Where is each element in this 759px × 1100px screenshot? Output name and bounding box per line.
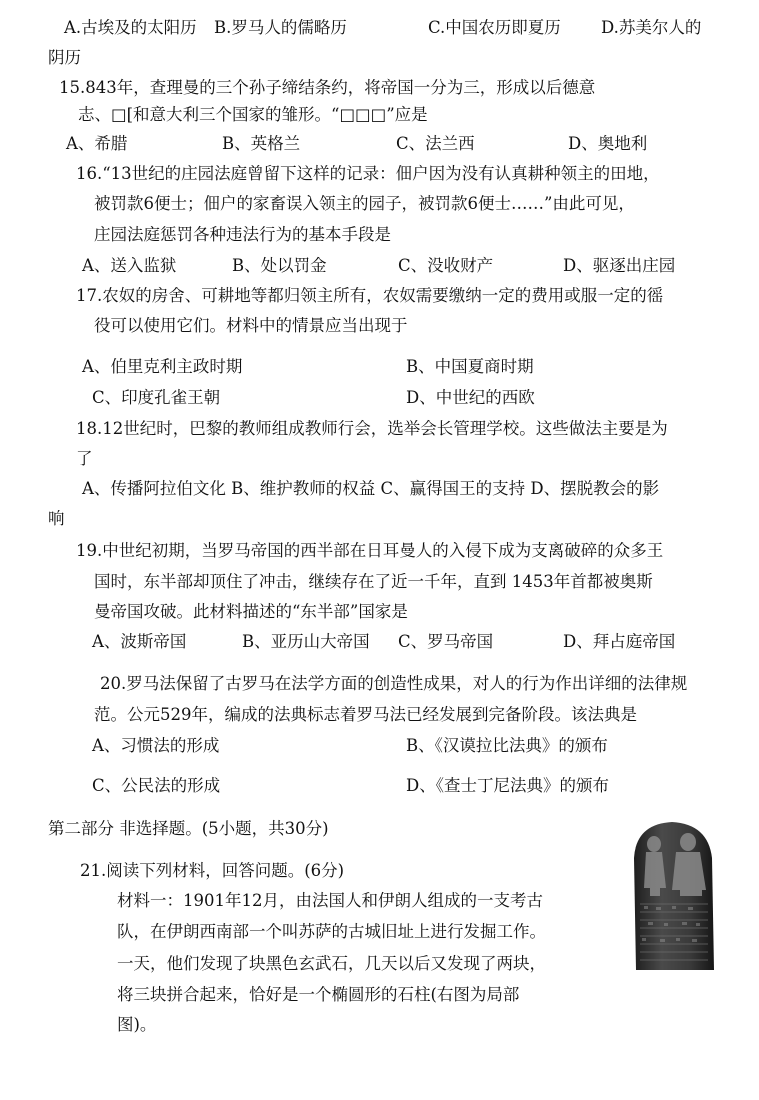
q17-stem-line1: 17.农奴的房舍、可耕地等都归领主所有，农奴需要缴纳一定的费用或服一定的徭 [76,286,664,305]
q16-option-a: A、送入监狱 [82,256,177,275]
q15-stem-line1: 15.843年，查理曼的三个孙子缔结条约，将帝国一分为三，形成以后德意 [59,78,596,97]
q21-material-line1: 材料一：1901年12月，由法国人和伊朗人组成的一支考古 [117,891,543,910]
q21-material-line5: 图)。 [117,1015,157,1034]
q14-option-d: D.苏美尔人的 [601,18,702,37]
q20-option-b: B、《汉谟拉比法典》的颁布 [406,736,608,755]
stele-photo [626,818,718,972]
q14-option-c: C.中国农历即夏历 [428,18,561,37]
q20-option-c: C、公民法的形成 [92,776,221,795]
q16-option-d: D、驱逐出庄园 [563,256,676,275]
q21-stem: 21.阅读下列材料，回答问题。(6分) [80,861,345,880]
q15-option-d: D、奥地利 [568,134,648,153]
q14-option-d-wrap: 阴历 [48,48,81,67]
q18-options: A、传播阿拉伯文化 B、维护教师的权益 C、赢得国王的支持 D、摆脱教会的影 [82,479,660,498]
q15-option-a: A、希腊 [66,134,128,153]
q21-material-line2: 队，在伊朗西南部一个叫苏萨的古城旧址上进行发掘工作。 [117,922,546,941]
q17-option-c: C、印度孔雀王朝 [92,388,221,407]
q19-option-c: C、罗马帝国 [398,632,494,651]
q18-stem-line2: 了 [76,449,93,468]
q20-stem-line2: 范。公元529年，编成的法典标志着罗马法已经发展到完备阶段。该法典是 [94,705,637,724]
part2-heading: 第二部分 非选择题。(5小题，共30分) [48,819,329,838]
q18-stem-line1: 18.12世纪时，巴黎的教师组成教师行会，选举会长管理学校。这些做法主要是为 [76,419,668,438]
q17-option-d: D、中世纪的西欧 [406,388,535,407]
q19-option-d: D、拜占庭帝国 [563,632,676,651]
q14-option-a: A.古埃及的太阳历 [64,18,197,37]
q17-option-a: A、伯里克利主政时期 [82,357,243,376]
q17-stem-line2: 役可以使用它们。材料中的情景应当出现于 [94,316,408,335]
q16-stem-line1: 16.“13世纪的庄园法庭曾留下这样的记录：佃户因为没有认真耕种领主的田地， [76,164,660,183]
q15-stem-line2: 志、□[和意大利三个国家的雏形。“□□□”应是 [78,105,428,124]
q19-option-a: A、波斯帝国 [92,632,187,651]
q16-stem-line2: 被罚款6便士；佃户的家畜误入领主的园子，被罚款6便士……”由此可见， [94,194,635,213]
q16-stem-line3: 庄园法庭惩罚各种违法行为的基本手段是 [94,225,391,244]
q20-option-d: D、《查士丁尼法典》的颁布 [406,776,609,795]
q18-options-wrap: 响 [48,509,65,528]
q19-stem-line3: 曼帝国攻破。此材料描述的“东半部”国家是 [94,602,408,621]
q17-option-b: B、中国夏商时期 [406,357,534,376]
q19-stem-line1: 19.中世纪初期，当罗马帝国的西半部在日耳曼人的入侵下成为支离破碎的众多王 [76,541,664,560]
q20-stem-line1: 20.罗马法保留了古罗马在法学方面的创造性成果，对人的行为作出详细的法律规 [100,674,688,693]
q20-option-a: A、习惯法的形成 [92,736,220,755]
q15-option-c: C、法兰西 [396,134,475,153]
q15-option-b: B、英格兰 [222,134,301,153]
q14-option-b: B.罗马人的儒略历 [214,18,347,37]
q21-material-line3: 一天，他们发现了块黑色玄武石，几天以后又发现了两块， [117,954,546,973]
q19-option-b: B、亚历山大帝国 [242,632,370,651]
q19-stem-line2: 国时，东半部却顶住了冲击，继续存在了近一千年，直到 1453年首都被奥斯 [94,572,653,591]
q16-option-b: B、处以罚金 [232,256,327,275]
q16-option-c: C、没收财产 [398,256,494,275]
q21-material-line4: 将三块拼合起来，恰好是一个椭圆形的石柱(右图为局部 [117,985,520,1004]
